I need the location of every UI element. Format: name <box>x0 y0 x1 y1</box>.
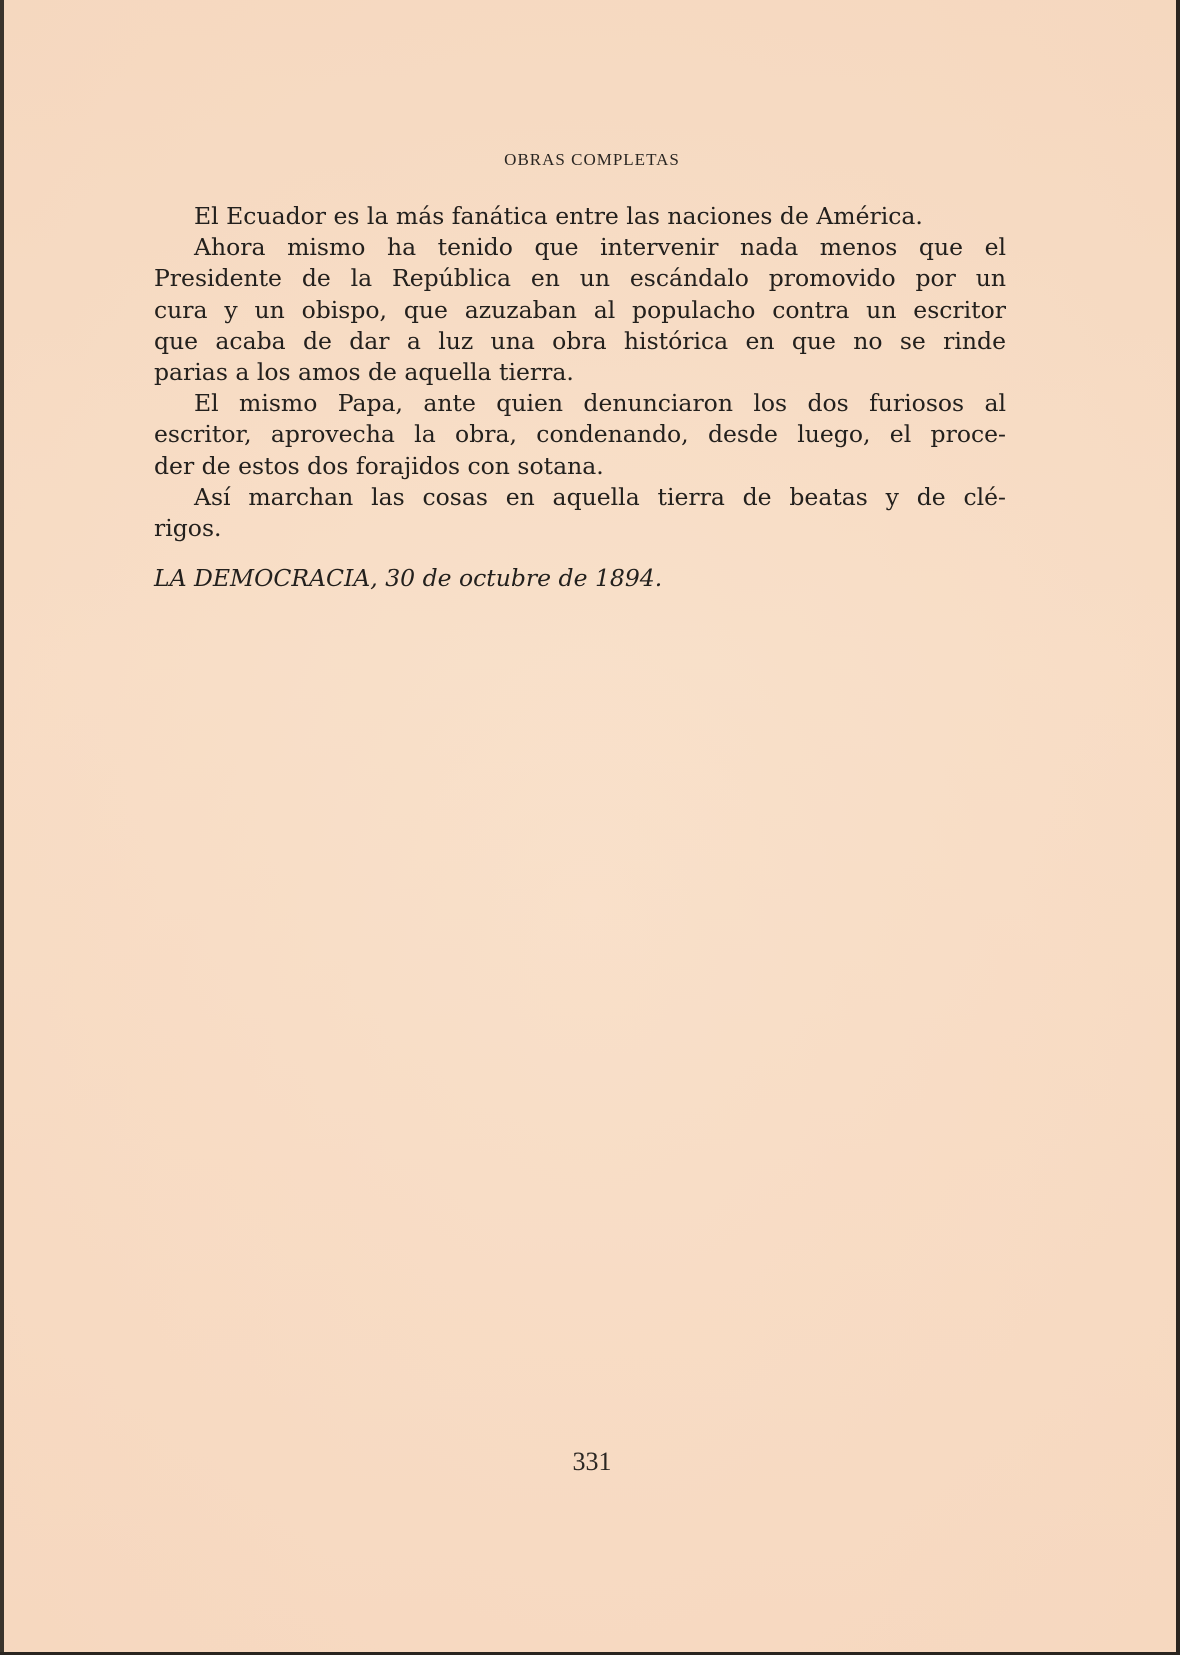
running-head: OBRAS COMPLETAS <box>504 150 680 169</box>
text-line: El Ecuador es la más fanática entre las naciones de América. <box>194 202 923 230</box>
page-number: 331 <box>572 1447 612 1476</box>
text-line: Presidente de la República en un escándalo promovido por un <box>154 264 1006 293</box>
body-text <box>154 201 1006 544</box>
text-line: que acaba de dar a luz una obra histórica en que no se rinde <box>154 326 1006 355</box>
text-line: El mismo Papa, ante quien denunciaron los dos furiosos al <box>194 389 1006 418</box>
text-line: der de estos dos forajidos con sotana. <box>154 451 604 480</box>
text-line: parias a los amos de aquella tierra. <box>154 358 574 387</box>
paragraph <box>154 482 1006 544</box>
paragraph <box>154 201 1006 232</box>
paragraph <box>154 232 1006 388</box>
paragraph <box>154 388 1006 482</box>
text-line: rigos. <box>154 514 222 543</box>
text-line: escritor, aprovecha la obra, condenando, desde luego, el proce- <box>154 420 1006 449</box>
source-citation: LA DEMOCRACIA, 30 de octubre de 1894. <box>154 564 663 592</box>
text-line: cura y un obispo, que azuzaban al populacho contra un escritor <box>154 295 1006 324</box>
text-line: Así marchan las cosas en aquella tierra de beatas y de clé- <box>194 482 1006 511</box>
text-line: Ahora mismo ha tenido que intervenir nada menos que el <box>194 233 1006 262</box>
